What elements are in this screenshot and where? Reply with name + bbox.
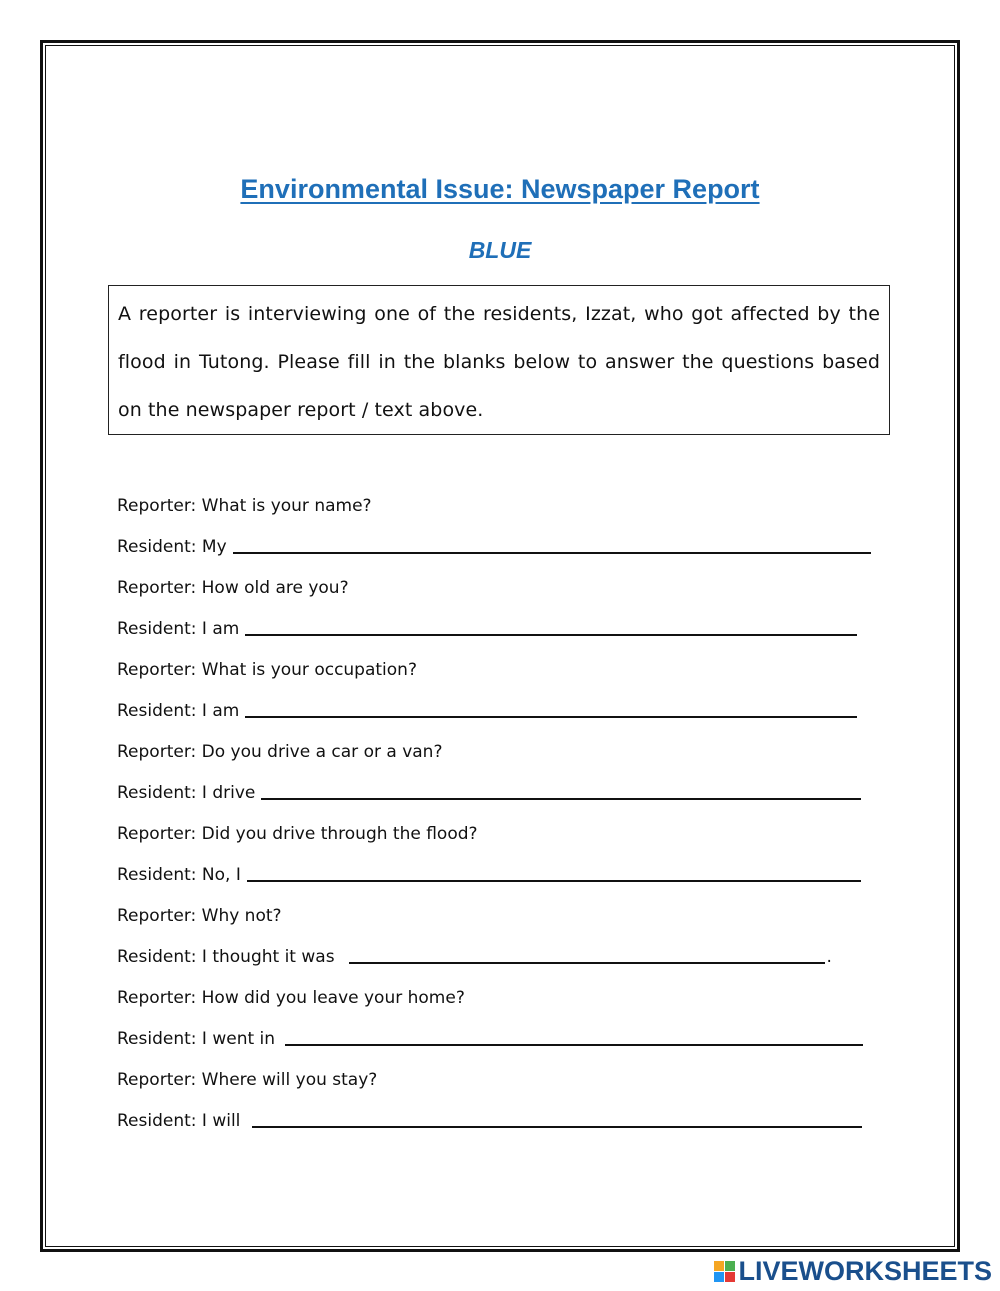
reporter-question-stay: Reporter: Where will you stay?: [117, 1070, 378, 1090]
answer-blank-name[interactable]: [233, 551, 871, 554]
reporter-question-why-not: Reporter: Why not?: [117, 906, 282, 926]
resident-answer-age: Resident: I am: [117, 603, 887, 644]
answer-blank-why-not[interactable]: [349, 961, 825, 964]
worksheet-title: Environmental Issue: Newspaper Report: [240, 174, 760, 204]
logo-square-4: [725, 1272, 735, 1282]
resident-answer-why-not: Resident: I thought it was .: [117, 931, 887, 972]
reporter-question-name: Reporter: What is your name?: [117, 496, 372, 516]
resident-answer-vehicle: Resident: I drive: [117, 767, 887, 808]
answer-blank-occupation[interactable]: [245, 715, 857, 718]
reporter-question-occupation: Reporter: What is your occupation?: [117, 660, 417, 680]
resident-answer-stay: Resident: I will: [117, 1095, 887, 1136]
instruction-box: [108, 285, 890, 435]
interview-dialog: [117, 480, 887, 1136]
reporter-question-flood: Reporter: Did you drive through the flood?: [117, 824, 478, 844]
resident-answer-name: Resident: My: [117, 521, 887, 562]
logo-square-2: [725, 1261, 735, 1271]
worksheet-subtitle: BLUE: [468, 237, 532, 263]
resident-answer-flood: Resident: No, I: [117, 849, 887, 890]
liveworksheets-logo[interactable]: [714, 1256, 992, 1286]
answer-blank-flood[interactable]: [247, 879, 861, 882]
logo-square-1: [714, 1261, 724, 1271]
reporter-question-vehicle: Reporter: Do you drive a car or a van?: [117, 742, 443, 762]
resident-answer-occupation: Resident: I am: [117, 685, 887, 726]
reporter-question-age: Reporter: How old are you?: [117, 578, 349, 598]
instruction-text: A reporter is interviewing one of the residents, Izzat, who got affected by the flood in Tutong. Please fill in the blanks below to answer the questions based on the newspaper report / text above.: [118, 303, 880, 421]
liveworksheets-logo-icon: [714, 1261, 735, 1282]
answer-blank-vehicle[interactable]: [261, 797, 861, 800]
answer-blank-stay[interactable]: [252, 1125, 862, 1128]
answer-blank-age[interactable]: [245, 633, 857, 636]
liveworksheets-logo-text: LIVEWORKSHEETS: [738, 1255, 992, 1286]
logo-square-3: [714, 1272, 724, 1282]
answer-blank-leave-home[interactable]: [285, 1043, 863, 1046]
answer-period: .: [826, 947, 832, 967]
resident-answer-leave-home: Resident: I went in: [117, 1013, 887, 1054]
reporter-question-leave-home: Reporter: How did you leave your home?: [117, 988, 465, 1008]
